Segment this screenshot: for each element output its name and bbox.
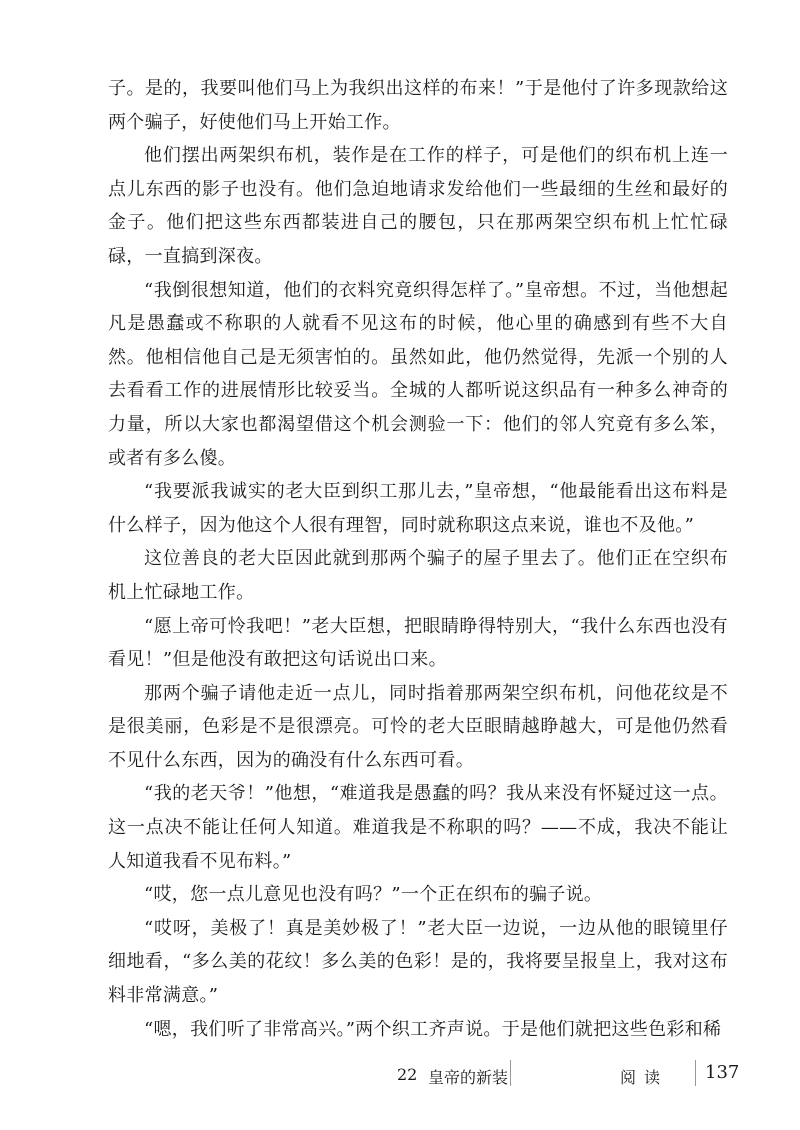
section-label: 阅读 (620, 1068, 669, 1087)
paragraph: “我要派我诚实的老大臣到织工那儿去，”皇帝想，“他最能看出这布料是什么样子，因为他这个人很有理智，同时就称职这点来说，谁也不及他。” (108, 481, 728, 536)
paragraph: “嗯，我们听了非常高兴。”两个织工齐声说。于是他们就把这些色彩和稀 (144, 1018, 722, 1040)
body-text (108, 72, 728, 1046)
paragraph: 他们摆出两架织布机，装作是在工作的样子，可是他们的织布机上连一点儿东西的影子也没有。他们急迫地请求发给他们一些最细的生丝和最好的金子。他们把这些东西都装进自己的腰包，只在那两架空织布机上忙忙碌碌，一直搞到深夜。 (108, 145, 728, 267)
paragraph: “愿上帝可怜我吧！”老大臣想，把眼睛睁得特别大，“我什么东西也没有看见！”但是他没有敢把这句话说出口来。 (108, 615, 728, 671)
paragraph-continued: 子。是的，我要叫他们马上为我织出这样的布来！”于是他付了许多现款给这两个骗子，好使他们马上开始工作。 (108, 78, 728, 133)
footer-divider (510, 1060, 511, 1086)
page-number: 137 (705, 1062, 740, 1083)
paragraph: “我倒很想知道，他们的衣料究竟织得怎样了。”皇帝想。不过，当他想起凡是愚蠢或不称职的人就看不见这布的时候，他心里的确感到有些不大自然。他相信他自己是无须害怕的。虽然如此，他仍然觉得，先派一个别的人去看看工作的进展情形比较妥当。全城的人都听说这织品有一种多么神奇的力量，所以大家也都渴望借这个机会测验一下：他们的邻人究竟有多么笨，或者有多么傻。 (108, 279, 728, 469)
footer-divider (695, 1060, 696, 1086)
chapter-title: 皇帝的新装 (428, 1068, 509, 1087)
paragraph: 这位善良的老大臣因此就到那两个骗子的屋子里去了。他们正在空织布机上忙碌地工作。 (108, 548, 728, 603)
chapter-number: 22 (397, 1065, 418, 1084)
paragraph: “哎呀，美极了！真是美妙极了！”老大臣一边说，一边从他的眼镜里仔细地看，“多么美的花纹！多么美的色彩！是的，我将要呈报皇上，我对这布料非常满意。” (108, 917, 728, 1007)
page-footer (0, 1055, 800, 1095)
paragraph: 那两个骗子请他走近一点儿，同时指着那两架空织布机，问他花纹是不是很美丽，色彩是不是很漂亮。可怜的老大臣眼睛越睁越大，可是他仍然看不见什么东西，因为的确没有什么东西可看。 (108, 682, 728, 771)
paragraph: “我的老天爷！”他想，“难道我是愚蠢的吗？我从来没有怀疑过这一点。这一点决不能让任何人知道。难道我是不称职的吗？——不成，我决不能让人知道我看不见布料。” (108, 783, 728, 872)
paragraph: “哎，您一点儿意见也没有吗？”一个正在织布的骗子说。 (144, 884, 603, 906)
